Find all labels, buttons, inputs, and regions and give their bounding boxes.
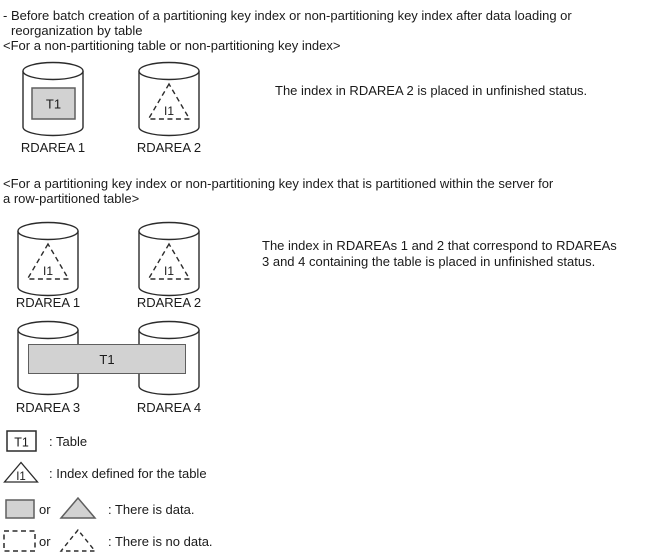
case1-rdarea2-label: RDAREA 2 [136,140,202,155]
legend-data-rect-symbol [5,499,36,520]
case2-rdarea1-label: RDAREA 1 [15,295,81,310]
legend-or-2: or [39,534,51,549]
case2-caption-line-2: 3 and 4 containing the table is placed in unfinished status. [262,253,596,269]
case1-rdarea1-label: RDAREA 1 [20,140,86,155]
table-label: T1 [99,351,115,367]
index-label: I1 [16,471,26,483]
legend-nodata-rect-symbol [3,530,37,553]
case1-heading: <For a non-partitioning table or non-partitioning key index> [3,38,341,53]
intro-line-1: - Before batch creation of a partitioning key index or non-partitioning key index after data loading or [3,8,572,23]
case2-rdarea1-cylinder [17,221,79,298]
legend-index-text: : Index defined for the table [49,466,207,481]
legend-index-symbol [3,461,39,484]
legend-data-triangle-symbol [59,496,97,520]
legend-table-text: : Table [49,434,88,449]
row-partitioned-table-symbol [28,344,186,374]
index-label: I1 [163,104,175,118]
case2-rdarea3-label: RDAREA 3 [15,400,81,415]
table-with-data-symbol [32,88,75,119]
legend-nodata-triangle-symbol [59,528,97,553]
table-label: T1 [14,435,29,450]
case1-rdarea2-cylinder [138,61,200,138]
case2-heading-line-1: <For a partitioning key index or non-partitioning key index that is partitioned within the server for [3,176,554,191]
legend-nodata-text: : There is no data. [108,534,213,549]
index-label: I1 [163,264,175,278]
case2-rdarea2-cylinder [138,221,200,298]
case1-caption: The index in RDAREA 2 is placed in unfinished status. [275,83,588,98]
index-label: I1 [42,264,54,278]
intro-line-2: reorganization by table [11,23,143,38]
case2-rdarea4-label: RDAREA 4 [136,400,202,415]
table-label: T1 [45,96,62,112]
legend-data-text: : There is data. [108,502,195,517]
case2-caption [262,238,617,269]
case2-heading-line-2: a row-partitioned table> [3,191,140,206]
legend-table-symbol [6,430,38,453]
case1-rdarea1-cylinder [22,61,84,138]
case2-caption-line-1: The index in RDAREAs 1 and 2 that correspond to RDAREAs [262,238,617,253]
case2-rdarea2-label: RDAREA 2 [136,295,202,310]
legend-or-1: or [39,502,51,517]
